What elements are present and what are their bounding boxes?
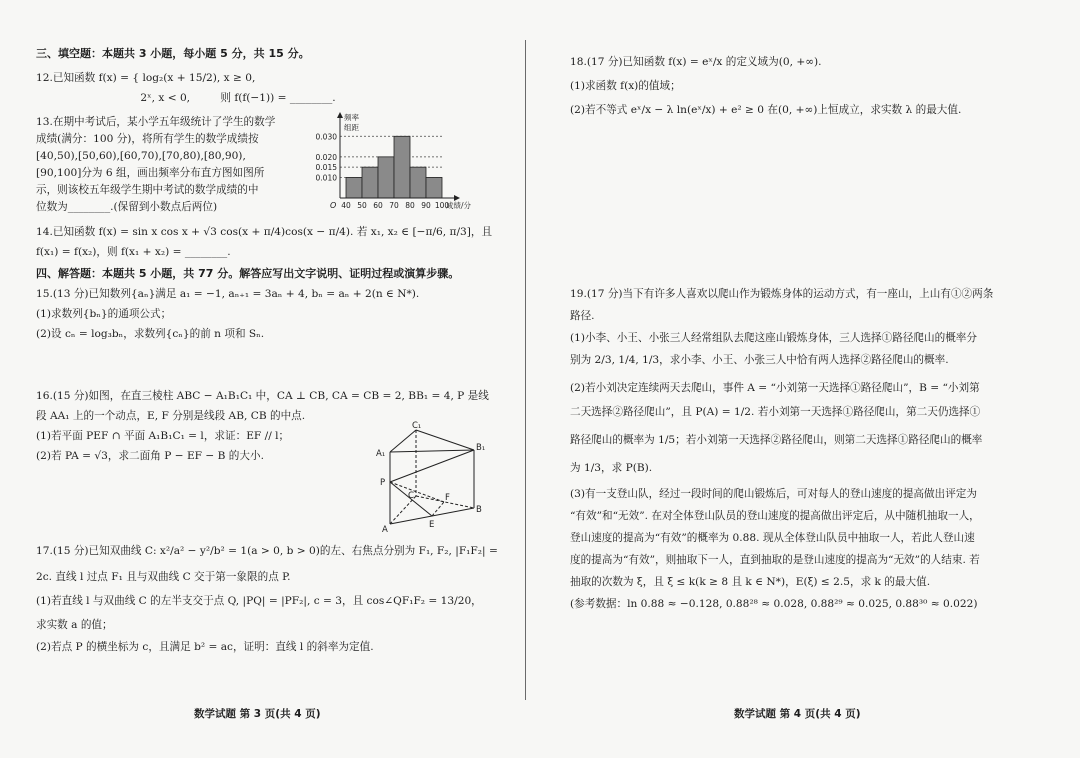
q17-line: (2)若点 P 的横坐标为 c，且满足 b² = ac，证明：直线 l 的斜率为定值. [36,641,374,653]
q17-line: 2c. 直线 l 过点 F₁ 且与双曲线 C 交于第一象限的点 P. [36,571,291,583]
x-tick-label: 60 [373,201,383,210]
q19-line: “有效”和“无效”. 在对全体登山队员的登山速度的提高做出评定后，从中随机抽取一人， [570,510,980,522]
q19-line: 为 1/3，求 P(B). [570,462,653,474]
q19-line: (1)小李、小王、小张三人经常组队去爬这座山锻炼身体，三人选择①路径爬山的概率分 [570,332,977,344]
q19-line: 抽取的次数为 ξ，且 ξ ≤ k(k ≥ 8 且 k ∈ N*)，E(ξ) ≤ 2.5，求 k 的最大值. [570,576,931,588]
label-c1: C₁ [412,421,422,431]
frequency-histogram [300,108,500,214]
section-3-text: 三、填空题：本题共 3 小题，每小题 5 分，共 15 分。 [36,47,310,60]
question-18 [570,50,961,122]
q17-line: 求实数 a 的值； [36,619,113,631]
q13-line: [40,50),[50,60),[60,70),[70,80),[80,90), [36,150,246,162]
q15-line: (2)设 cₙ = log₃bₙ，求数列{cₙ}的前 n 项和 Sₙ. [36,328,265,340]
q19-line: 路径. [570,310,595,322]
q18-line: (1)求函数 f(x)的值域； [570,80,681,92]
q19-line: (3)有一支登山队，经过一段时间的爬山锻炼后，可对每人的登山速度的提高做出评定为 [570,488,977,500]
column-divider [525,40,526,700]
y-tick-label: 0.030 [315,132,337,142]
q17-line: 17.(15 分)已知双曲线 C: x²/a² − y²/b² = 1(a > 0, b > 0)的左、右焦点分别为 F₁, F₂, |F₁F₂| = [36,545,498,557]
q14-line: f(x₁) = f(x₂)，则 f(x₁ + x₂) = ________. [36,246,231,258]
section-4-text: 四、解答题：本题共 5 小题，共 77 分。解答应写出文字说明、证明过程或演算步骤。 [36,267,460,280]
q19-line: 路径爬山的概率为 1/5；若小刘第一天选择②路径爬山，则第二天选择①路径爬山的概率 [570,434,983,446]
question-15 [36,284,419,344]
q19-line: (参考数据：ln 0.88 ≈ −0.128, 0.88²⁸ ≈ 0.028, 0.88²⁹ ≈ 0.025, 0.88³⁰ ≈ 0.022) [570,598,978,610]
histogram-bar [426,177,442,198]
question-19 [570,284,993,616]
q15-line: 15.(13 分)已知数列{aₙ}满足 a₁ = −1, aₙ₊₁ = 3aₙ + 4, bₙ = aₙ + 2(n ∈ N*). [36,288,420,300]
edge-a1c1 [390,430,416,452]
y-tick-label: 0.020 [315,152,337,162]
label-b: B [476,505,482,515]
edge-pb1 [390,450,474,482]
q13-line: 成绩(满分：100 分)，将所有学生的数学成绩按 [36,133,259,145]
q18-line: 18.(17 分)已知函数 f(x) = eˣ/x 的定义域为(0, +∞). [570,56,822,68]
q16-line: (2)若 PA = √3，求二面角 P − EF − B 的大小. [36,450,264,462]
question-14 [36,222,492,262]
q13-line: 示，则该校五年级学生期中考试的数学成绩的中 [36,184,259,196]
label-c: C [408,491,414,501]
q19-line: 度的提高为“有效”，则抽取下一人，直到抽取的是登山速度的提高为“无效”的人结束. 若 [570,554,980,566]
question-13 [36,114,275,216]
q16-line: (1)若平面 PEF ∩ 平面 A₁B₁C₁ = l，求证：EF // l； [36,430,290,442]
x-axis-label: 成绩/分 [446,201,472,210]
edge-a1b1 [390,450,474,452]
x-tick-label: 40 [341,201,351,210]
y-axis-arrow [337,112,343,118]
q13-line: 位数为________.(保留到小数点后两位) [36,201,218,213]
edge-c1b1 [416,430,474,450]
y-tick-label: 0.015 [315,163,337,173]
q16-line: 段 AA₁ 上的一个动点，E, F 分别是线段 AB, CB 的中点. [36,410,306,422]
question-12 [36,68,336,108]
x-tick-label: 90 [421,201,431,210]
q13-line: 13.在期中考试后，某小学五年级统计了学生的数学 [36,116,276,128]
q15-line: (1)求数列{bₙ}的通项公式； [36,308,172,320]
origin-label: O [330,201,337,210]
x-tick-label: 100 [434,201,450,210]
label-p: P [380,478,386,488]
q12-line: 2ˣ, x < 0, 则 f(f(−1)) = ________. [36,92,336,104]
histogram-bar [346,177,362,198]
section-3-heading [36,44,310,64]
histogram-bar [394,136,410,198]
q19-line: 19.(17 分)当下有许多人喜欢以爬山作为锻炼身体的运动方式，有一座山，上山有①②两条 [570,288,994,300]
x-tick-label: 80 [405,201,415,210]
q19-line: (2)若小刘决定连续两天去爬山，事件 A = “小刘第一天选择①路径爬山”，B = “小刘第 [570,382,980,394]
x-tick-label: 50 [357,201,367,210]
question-17 [36,540,498,658]
label-b1: B₁ [476,443,486,453]
label-e: E [429,520,435,530]
x-tick-label: 70 [389,201,399,210]
q13-line: [90,100]分为 6 组，画出频率分布直方图如图所 [36,167,265,179]
edge-pf [390,482,444,502]
y-axis-label: 频率组距 [344,113,359,132]
histogram-bar [378,157,394,198]
q19-line: 登山速度的提高为“有效”的概率为 0.88. 现从全体登山队员中抽取一人，若此人登山速 [570,532,975,544]
label-a1: A₁ [376,449,386,459]
q14-line: 14.已知函数 f(x) = sin x cos x + √3 cos(x + π/4)cos(x − π/4). 若 x₁, x₂ ∈ [−π/6, π/3]，且 [36,226,493,238]
q19-line: 别为 2/3, 1/4, 1/3，求小李、小王、小张三人中恰有两人选择②路径爬山的概率. [570,354,949,366]
q19-line: 二天选择②路径爬山”，且 P(A) = 1/2. 若小刘第一天选择①路径爬山，第二天仍选择① [570,406,981,418]
q12-line: 12.已知函数 f(x) = { log₂(x + 15/2), x ≥ 0, [36,72,256,84]
prism-figure [372,420,492,534]
q16-line: 16.(15 分)如图，在直三棱柱 ABC − A₁B₁C₁ 中，CA ⊥ CB, CA = CB = 2, BB₁ = 4, P 是线 [36,390,489,402]
label-a: A [382,525,388,534]
q18-line: (2)若不等式 eˣ/x − λ ln(eˣ/x) + e² ≥ 0 在(0, +∞)上恒成立，求实数 λ 的最大值. [570,104,962,116]
y-tick-label: 0.010 [315,173,337,183]
page-4-footer: 数学试题 第 4 页(共 4 页) [734,708,861,720]
histogram-bar [410,167,426,198]
label-f: F [445,493,450,503]
section-4-heading [36,264,459,284]
histogram-bar [362,167,378,198]
q17-line: (1)若直线 l 与双曲线 C 的左半支交于点 Q, |PQ| = |PF₂|, c = 3，且 cos∠QF₁F₂ = 13/20， [36,595,482,607]
page-3-footer: 数学试题 第 3 页(共 4 页) [194,708,321,720]
